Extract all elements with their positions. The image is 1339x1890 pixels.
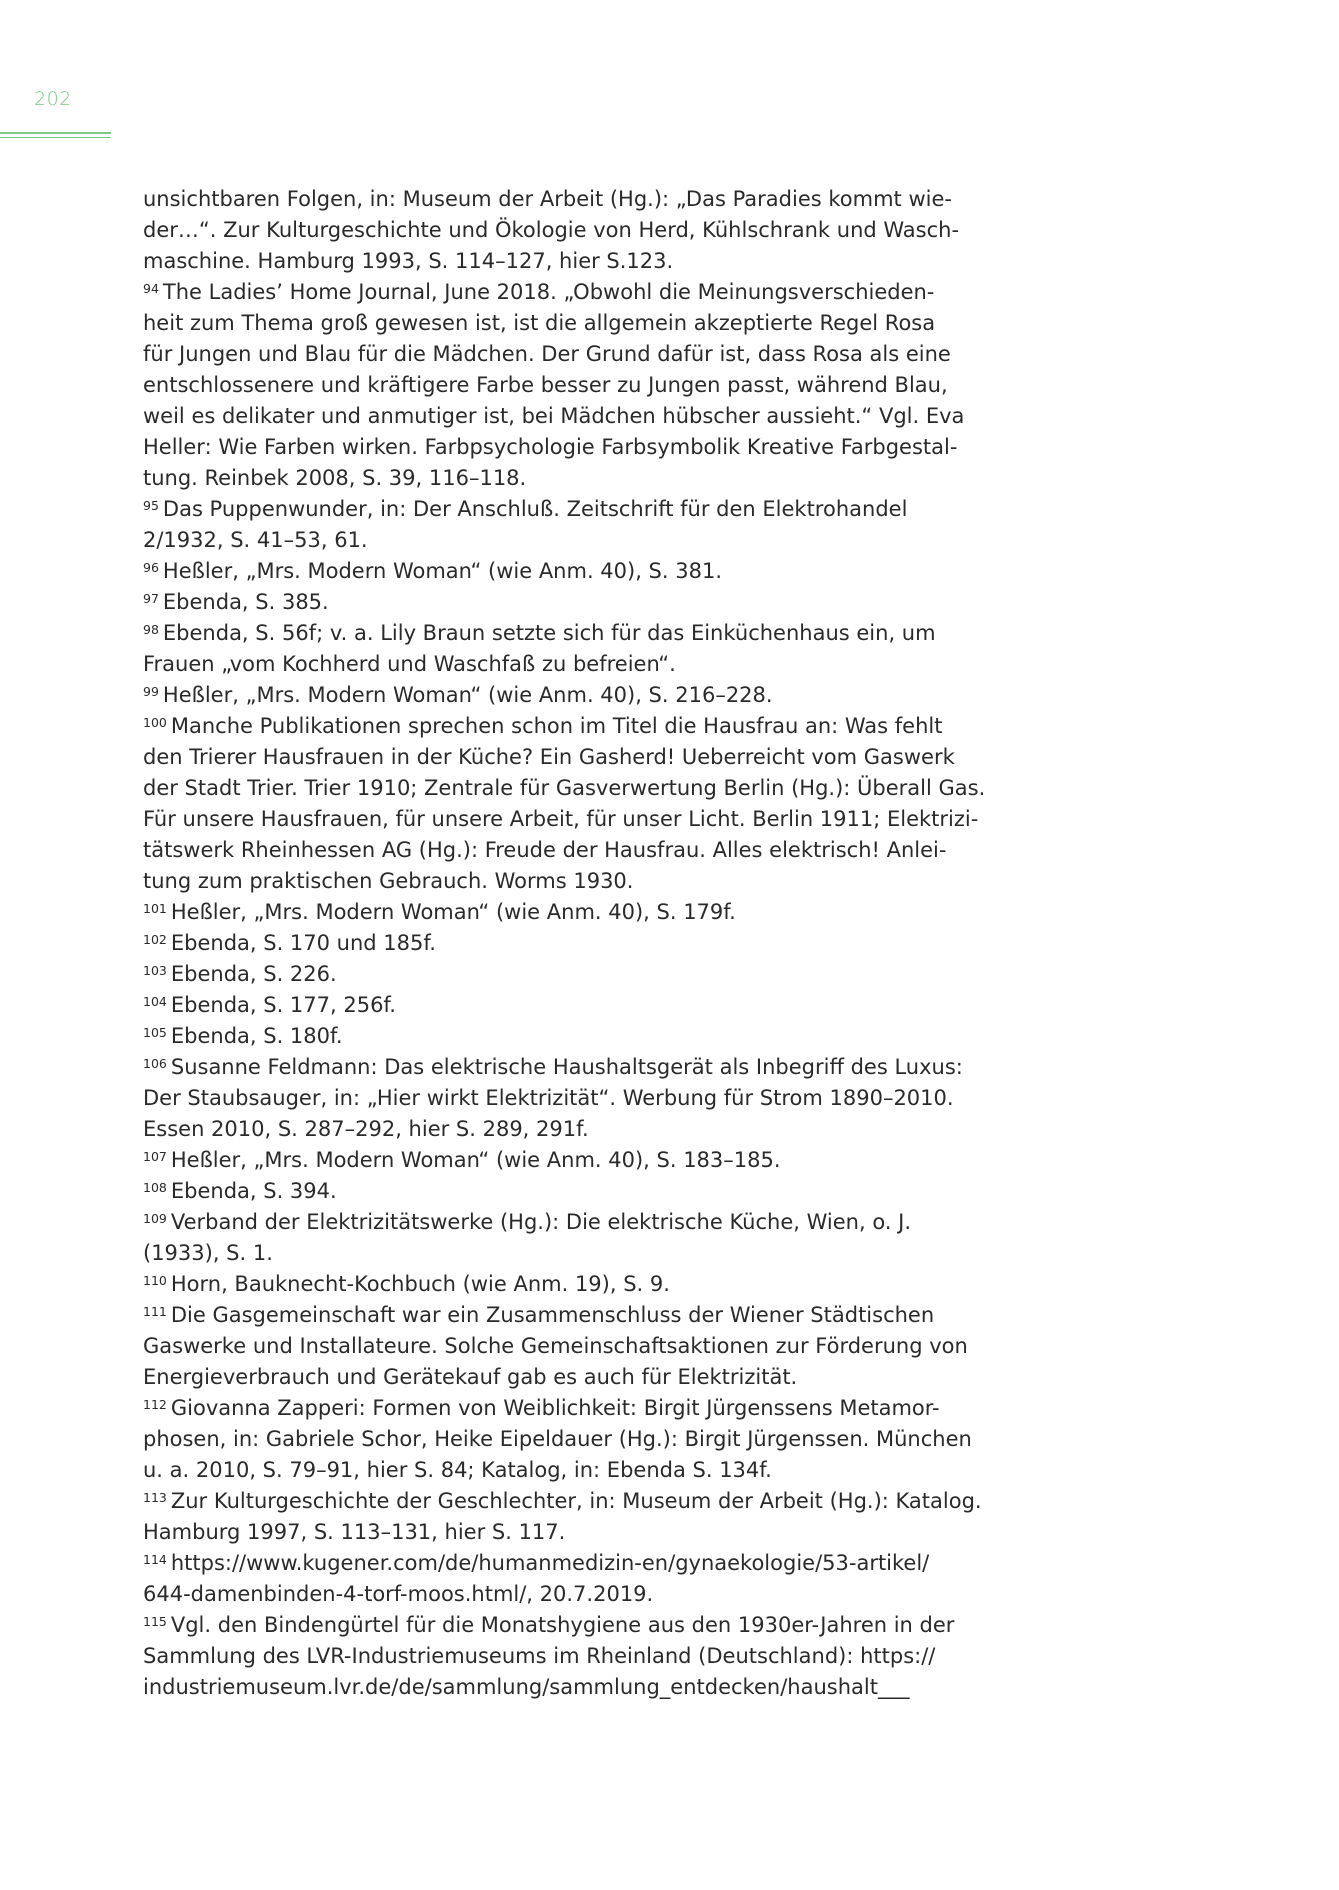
footnote-text: The Ladies’ Home Journal, June 2018. „Obwohl die Meinungsverschieden- — [162, 280, 935, 304]
footnote-line — [143, 990, 1043, 1021]
footnote-line — [143, 215, 1043, 246]
footnote-line — [143, 835, 1043, 866]
footnote-line — [143, 463, 1043, 494]
footnote-line — [143, 804, 1043, 835]
header-rule-thin — [0, 137, 111, 138]
footnote-line — [143, 277, 1043, 308]
footnote-text: Ebenda, S. 394. — [170, 1179, 337, 1203]
footnote-text: tung. Reinbek 2008, S. 39, 116–118. — [143, 466, 527, 490]
footnote — [143, 556, 1043, 587]
footnote-text: Energieverbrauch und Gerätekauf gab es auch für Elektrizität. — [143, 1365, 798, 1389]
footnote-number: 94 — [143, 281, 159, 296]
footnote-line — [143, 308, 1043, 339]
footnote — [143, 184, 1043, 277]
footnote-text: Hamburg 1997, S. 113–131, hier S. 117. — [143, 1520, 566, 1544]
footnote-number: 107 — [143, 1149, 167, 1164]
header-rule — [0, 132, 111, 134]
footnote-number: 102 — [143, 932, 167, 947]
footnote-line — [143, 1393, 1043, 1424]
footnote-number: 106 — [143, 1056, 167, 1071]
footnote-line — [143, 1641, 1043, 1672]
footnote-text: Susanne Feldmann: Das elektrische Haushaltsgerät als Inbegriff des Luxus: — [170, 1055, 963, 1079]
footnote-text: Verband der Elektrizitätswerke (Hg.): Die elektrische Küche, Wien, o. J. — [170, 1210, 912, 1234]
footnote-line — [143, 1486, 1043, 1517]
footnote-number: 104 — [143, 994, 167, 1009]
footnote-number: 103 — [143, 963, 167, 978]
footnote — [143, 1393, 1043, 1486]
footnote-text: Für unsere Hausfrauen, für unsere Arbeit, für unser Licht. Berlin 1911; Elektrizi- — [143, 807, 979, 831]
footnote-text[interactable]: https://www.kugener.com/de/humanmedizin-en/gynaekologie/53-artikel/ — [170, 1551, 930, 1575]
footnote-number: 96 — [143, 560, 159, 575]
footnote-number: 95 — [143, 498, 159, 513]
footnote-line — [143, 401, 1043, 432]
footnote-text: tung zum praktischen Gebrauch. Worms 1930. — [143, 869, 634, 893]
footnote-line — [143, 773, 1043, 804]
footnote — [143, 928, 1043, 959]
footnote — [143, 1269, 1043, 1300]
footnote — [143, 990, 1043, 1021]
footnote — [143, 494, 1043, 556]
footnote-text[interactable]: Sammlung des LVR-Industriemuseums im Rheinland (Deutschland): https:// — [143, 1644, 936, 1668]
footnote-text: Ebenda, S. 170 und 185f. — [170, 931, 436, 955]
footnote-line — [143, 866, 1043, 897]
footnote-text: Manche Publikationen sprechen schon im Titel die Hausfrau an: Was fehlt — [170, 714, 943, 738]
footnote-line — [143, 184, 1043, 215]
footnote-text: Heßler, „Mrs. Modern Woman“ (wie Anm. 40), S. 381. — [162, 559, 723, 583]
footnote-line — [143, 1362, 1043, 1393]
footnote-text: der…“. Zur Kulturgeschichte und Ökologie von Herd, Kühlschrank und Wasch- — [143, 218, 960, 242]
footnote-text: Horn, Bauknecht-Kochbuch (wie Anm. 19), S. 9. — [170, 1272, 670, 1296]
footnote-number: 101 — [143, 901, 167, 916]
footnote-number: 115 — [143, 1614, 167, 1629]
footnote-text: entschlossenere und kräftigere Farbe besser zu Jungen passt, während Blau, — [143, 373, 948, 397]
footnote-text: Heller: Wie Farben wirken. Farbpsychologie Farbsymbolik Kreative Farbgestal- — [143, 435, 958, 459]
footnote-line — [143, 339, 1043, 370]
footnote — [143, 587, 1043, 618]
footnote-text: u. a. 2010, S. 79–91, hier S. 84; Katalog, in: Ebenda S. 134f. — [143, 1458, 772, 1482]
footnote-number: 109 — [143, 1211, 167, 1226]
footnote-line — [143, 1207, 1043, 1238]
footnote-text: Der Staubsauger, in: „Hier wirkt Elektrizität“. Werbung für Strom 1890–2010. — [143, 1086, 954, 1110]
footnote-line — [143, 432, 1043, 463]
footnote-text: Ebenda, S. 226. — [170, 962, 337, 986]
footnote-text: Zur Kulturgeschichte der Geschlechter, in: Museum der Arbeit (Hg.): Katalog. — [170, 1489, 982, 1513]
footnote-text: Vgl. den Bindengürtel für die Monatshygiene aus den 1930er-Jahren in der — [170, 1613, 955, 1637]
footnote-number: 100 — [143, 715, 167, 730]
footnote-text: für Jungen und Blau für die Mädchen. Der Grund dafür ist, dass Rosa als eine — [143, 342, 951, 366]
footnote-text: Gaswerke und Installateure. Solche Gemeinschaftsaktionen zur Förderung von — [143, 1334, 968, 1358]
footnote — [143, 1176, 1043, 1207]
footnote-text: Ebenda, S. 385. — [162, 590, 329, 614]
footnote-text: unsichtbaren Folgen, in: Museum der Arbeit (Hg.): „Das Paradies kommt wie- — [143, 187, 952, 211]
footnote-line — [143, 1052, 1043, 1083]
footnotes-block — [143, 184, 1043, 1703]
footnote-line — [143, 959, 1043, 990]
footnote-line — [143, 897, 1043, 928]
footnote-line — [143, 742, 1043, 773]
footnote-line — [143, 1672, 1043, 1703]
footnote-line — [143, 1455, 1043, 1486]
footnote-line — [143, 1021, 1043, 1052]
footnote-text: weil es delikater und anmutiger ist, bei Mädchen hübscher aussieht.“ Vgl. Eva — [143, 404, 965, 428]
footnote-line — [143, 711, 1043, 742]
footnote-line — [143, 1579, 1043, 1610]
footnote-number: 99 — [143, 684, 159, 699]
footnote-line — [143, 1517, 1043, 1548]
footnote-line — [143, 1176, 1043, 1207]
footnote-text: Heßler, „Mrs. Modern Woman“ (wie Anm. 40), S. 179f. — [170, 900, 736, 924]
footnote-number: 113 — [143, 1490, 167, 1505]
footnote-number: 97 — [143, 591, 159, 606]
footnote-line — [143, 1548, 1043, 1579]
footnote — [143, 1207, 1043, 1269]
footnote-line — [143, 246, 1043, 277]
footnote — [143, 1145, 1043, 1176]
footnote — [143, 680, 1043, 711]
footnote-line — [143, 1300, 1043, 1331]
footnote-line — [143, 370, 1043, 401]
footnote-line — [143, 1145, 1043, 1176]
footnote-text: phosen, in: Gabriele Schor, Heike Eipeldauer (Hg.): Birgit Jürgenssen. München — [143, 1427, 972, 1451]
footnote-line — [143, 1269, 1043, 1300]
footnote-number: 110 — [143, 1273, 167, 1288]
footnote-number: 112 — [143, 1397, 167, 1412]
footnote-text[interactable]: industriemuseum.lvr.de/de/sammlung/sammlung_entdecken/haushalt___ — [143, 1675, 910, 1699]
footnote-line — [143, 494, 1043, 525]
footnote — [143, 1300, 1043, 1393]
footnote-text: der Stadt Trier. Trier 1910; Zentrale für Gasverwertung Berlin (Hg.): Überall Gas. — [143, 776, 986, 800]
footnote-line — [143, 1331, 1043, 1362]
footnote-text: Ebenda, S. 56f; v. a. Lily Braun setzte sich für das Einküchenhaus ein, um — [162, 621, 936, 645]
footnote — [143, 1021, 1043, 1052]
footnote-number: 114 — [143, 1552, 167, 1567]
footnote — [143, 1486, 1043, 1548]
footnote-text: 2/1932, S. 41–53, 61. — [143, 528, 368, 552]
footnote-line — [143, 587, 1043, 618]
footnote-text: tätswerk Rheinhessen AG (Hg.): Freude der Hausfrau. Alles elektrisch! Anlei- — [143, 838, 947, 862]
footnote-text[interactable]: 644-damenbinden-4-torf-moos.html/, 20.7.2019. — [143, 1582, 654, 1606]
footnote-line — [143, 1114, 1043, 1145]
footnote-number: 105 — [143, 1025, 167, 1040]
footnote-line — [143, 1610, 1043, 1641]
footnote-line — [143, 525, 1043, 556]
footnote-line — [143, 649, 1043, 680]
footnote-number: 98 — [143, 622, 159, 637]
footnote-text: Frauen „vom Kochherd und Waschfaß zu befreien“. — [143, 652, 676, 676]
footnote-text: Giovanna Zapperi: Formen von Weiblichkeit: Birgit Jürgenssens Metamor- — [170, 1396, 940, 1420]
footnote-number: 111 — [143, 1304, 167, 1319]
footnote-text: Ebenda, S. 177, 256f. — [170, 993, 396, 1017]
footnote-text: Heßler, „Mrs. Modern Woman“ (wie Anm. 40), S. 183–185. — [170, 1148, 781, 1172]
footnote — [143, 897, 1043, 928]
footnote-text: (1933), S. 1. — [143, 1241, 273, 1265]
footnote — [143, 1052, 1043, 1145]
footnote-line — [143, 680, 1043, 711]
footnote-line — [143, 928, 1043, 959]
footnote — [143, 959, 1043, 990]
footnote — [143, 1548, 1043, 1610]
footnote-text: Essen 2010, S. 287–292, hier S. 289, 291f. — [143, 1117, 589, 1141]
footnote-text: Die Gasgemeinschaft war ein Zusammenschluss der Wiener Städtischen — [170, 1303, 935, 1327]
footnote-text: heit zum Thema groß gewesen ist, ist die allgemein akzeptierte Regel Rosa — [143, 311, 936, 335]
footnote — [143, 1610, 1043, 1703]
footnote-line — [143, 1083, 1043, 1114]
footnote — [143, 277, 1043, 494]
footnote — [143, 711, 1043, 897]
footnote-text: maschine. Hamburg 1993, S. 114–127, hier S.123. — [143, 249, 674, 273]
footnote-line — [143, 1424, 1043, 1455]
footnote-text: Ebenda, S. 180f. — [170, 1024, 343, 1048]
page-number: 202 — [34, 88, 72, 110]
footnote-line — [143, 1238, 1043, 1269]
footnote-line — [143, 618, 1043, 649]
footnote-text: Das Puppenwunder, in: Der Anschluß. Zeitschrift für den Elektrohandel — [162, 497, 908, 521]
footnote — [143, 618, 1043, 680]
footnote-number: 108 — [143, 1180, 167, 1195]
footnote-text: den Trierer Hausfrauen in der Küche? Ein Gasherd! Ueberreicht vom Gaswerk — [143, 745, 955, 769]
footnote-line — [143, 556, 1043, 587]
footnote-text: Heßler, „Mrs. Modern Woman“ (wie Anm. 40), S. 216–228. — [162, 683, 773, 707]
